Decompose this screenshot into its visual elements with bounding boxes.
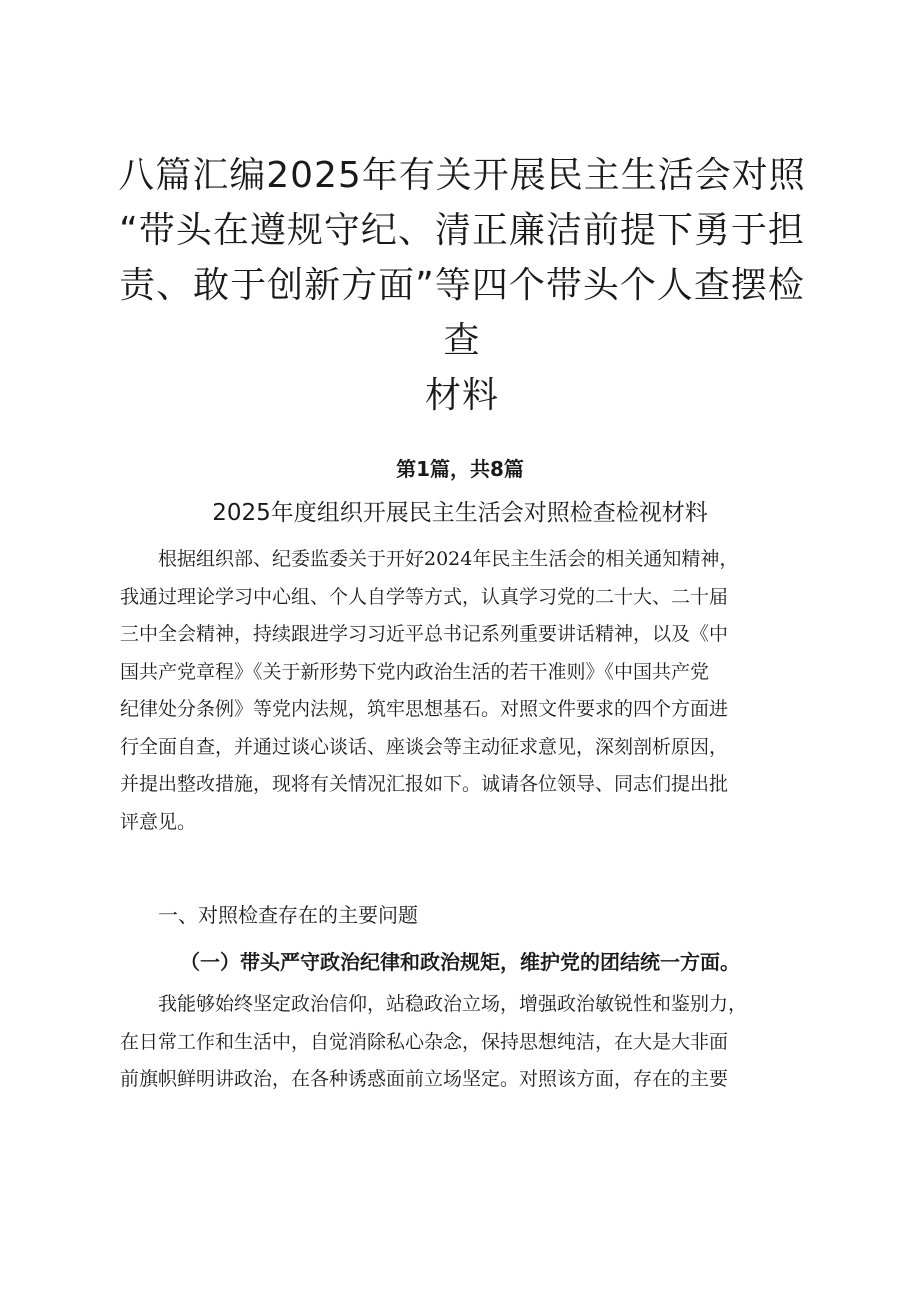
paragraph-line: 并提出整改措施，现将有关情况汇报如下。诚请各位领导、同志们提出批 <box>120 773 729 795</box>
title-line: “带头在遵规守纪、清正廉洁前提下勇于担 <box>119 210 805 251</box>
paragraph-line: 我能够始终坚定政治信仰，站稳政治立场，增强政治敏锐性和鉴别力， <box>158 993 748 1015</box>
title-line: 材料 <box>424 375 499 416</box>
paragraph-line: 行全面自查，并通过谈心谈话、座谈会等主动征求意见，深刻剖析原因， <box>120 735 729 758</box>
paragraph-line: 三中全会精神，持续跟进学习习近平总书记系列重要讲话精神，以及《中 <box>120 623 729 645</box>
section-heading: 一、对照检查存在的主要问题 <box>158 903 418 927</box>
title-line: 八篇汇编2025年有关开展民主生活会对照 <box>118 155 806 196</box>
part-label: 第1篇，共8篇 <box>396 457 524 481</box>
subsection-heading: （一）带头严守政治纪律和政治规矩，维护党的团结统一方面。 <box>180 950 740 974</box>
body-paragraph <box>120 986 820 1099</box>
article-subtitle: 2025年度组织开展民主生活会对照检查检视材料 <box>212 500 708 526</box>
paragraph-line: 纪律处分条例》等党内法规，筑牢思想基石。对照文件要求的四个方面进 <box>120 698 729 720</box>
paragraph-line: 国共产党章程》《关于新形势下党内政治生活的若干准则》《中国共产党 <box>120 660 710 683</box>
paragraph-line: 根据组织部、纪委监委关于开好2024年民主生活会的相关通知精神， <box>158 548 739 570</box>
paragraph-line: 前旗帜鲜明讲政治，在各种诱惑面前立场坚定。对照该方面，存在的主要 <box>120 1068 729 1090</box>
title-line: 责、敢于创新方面”等四个带头个人查摆检查 <box>119 265 805 361</box>
paragraph-line: 在日常工作和生活中，自觉消除私心杂念，保持思想纯洁，在大是大非面 <box>120 1030 729 1053</box>
paragraph-line: 我通过理论学习中心组、个人自学等方式，认真学习党的二十大、二十届 <box>120 585 729 608</box>
intro-paragraph <box>120 541 820 841</box>
document-title <box>112 148 812 423</box>
paragraph-line: 评意见。 <box>120 810 197 833</box>
